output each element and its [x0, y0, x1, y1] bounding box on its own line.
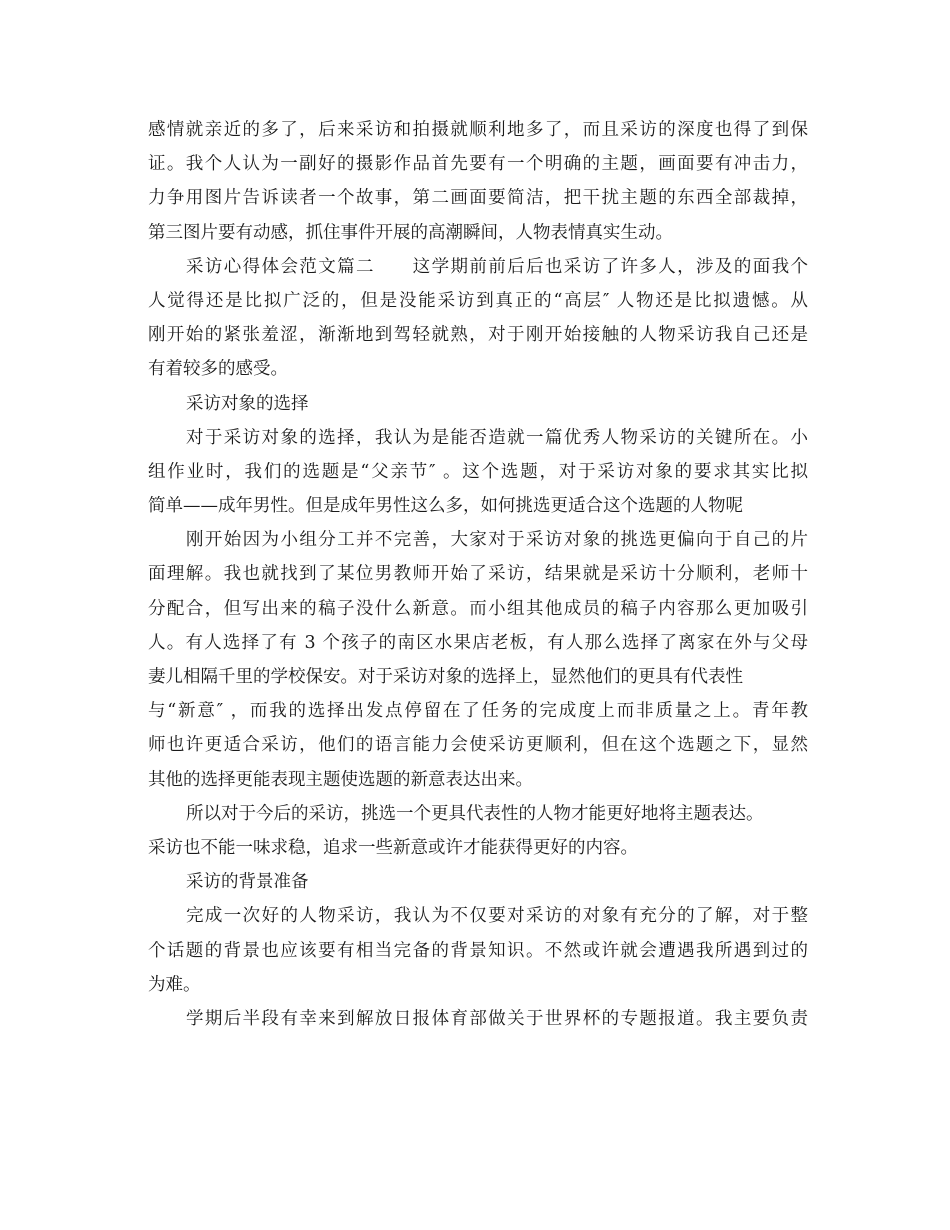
text-line: 简单——成年男性。但是成年男性这么多，如何挑选更适合这个选题的人物呢: [148, 496, 743, 517]
text-line: 力争用图片告诉读者一个故事，第二画面要简洁，把干扰主题的东西全部裁掉，: [148, 188, 808, 209]
text-line: 采访对象的选择: [186, 393, 309, 414]
text-line: 刚开始因为小组分工并不完善，大家对于采访对象的挑选更偏向于自己的片: [186, 530, 808, 551]
text-line: 有着较多的感受。: [148, 359, 288, 380]
text-line: 分配合，但写出来的稿子没什么新意。而小组其他成员的稿子内容那么更加吸引: [148, 598, 808, 619]
text-line: 妻儿相隔千里的学校保安。对于采访对象的选择上，显然他们的更具有代表性: [148, 667, 743, 687]
document-page: [148, 113, 808, 1036]
text-line: 感情就亲近的多了，后来采访和拍摄就顺利地多了，而且采访的深度也得了到保: [148, 120, 808, 140]
text-line: 其他的选择更能表现主题使选题的新意表达出来。: [148, 769, 533, 790]
text-line: 人。有人选择了有 3 个孩子的南区水果店老板，有人那么选择了离家在外与父母: [148, 632, 808, 653]
text-line: 个话题的背景也应该要有相当完备的背景知识。不然或许就会遭遇我所遇到过的: [148, 940, 808, 961]
text-line: 师也许更适合采访，他们的语言能力会使采访更顺利，但在这个选题之下，显然: [148, 735, 808, 756]
text-line: 刚开始的紧张羞涩，渐渐地到驾轻就熟，对于刚开始接触的人物采访我自己还是: [148, 325, 808, 346]
text-line: 人觉得还是比拟广泛的，但是没能采访到真正的“高层″ 人物还是比拟遗憾。从: [148, 290, 808, 311]
text-line: 采访的背景准备: [186, 872, 309, 893]
text-line: 与“新意″ ，而我的选择出发点停留在了任务的完成度上而非质量之上。青年教: [148, 701, 808, 722]
text-line: 为难。: [148, 974, 201, 995]
text-line: 面理解。我也就找到了某位男教师开始了采访，结果就是采访十分顺利，老师十: [148, 564, 808, 585]
text-line: 组作业时，我们的选题是“父亲节″ 。这个选题，对于采访对象的要求其实比拟: [148, 461, 808, 482]
text-line: 对于采访对象的选择，我认为是能否造就一篇优秀人物采访的关键所在。小: [186, 427, 808, 448]
text-line: 第三图片要有动感，抓住事件开展的高潮瞬间，人物表情真实生动。: [148, 222, 673, 243]
text-line: 证。我个人认为一副好的摄影作品首先要有一个明确的主题，画面要有冲击力，: [148, 154, 808, 175]
text-line: 学期后半段有幸来到解放日报体育部做关于世界杯的专题报道。我主要负责: [186, 1008, 808, 1029]
text-line: 完成一次好的人物采访，我认为不仅要对采访的对象有充分的了解，对于整: [186, 906, 808, 927]
text-line: 采访也不能一味求稳，追求一些新意或许才能获得更好的内容。: [148, 837, 638, 858]
text-line: 所以对于今后的采访，挑选一个更具代表性的人物才能更好地将主题表达。: [186, 803, 764, 824]
text-line: 采访心得体会范文篇二 这学期前前后后也采访了许多人，涉及的面我个: [186, 256, 808, 277]
